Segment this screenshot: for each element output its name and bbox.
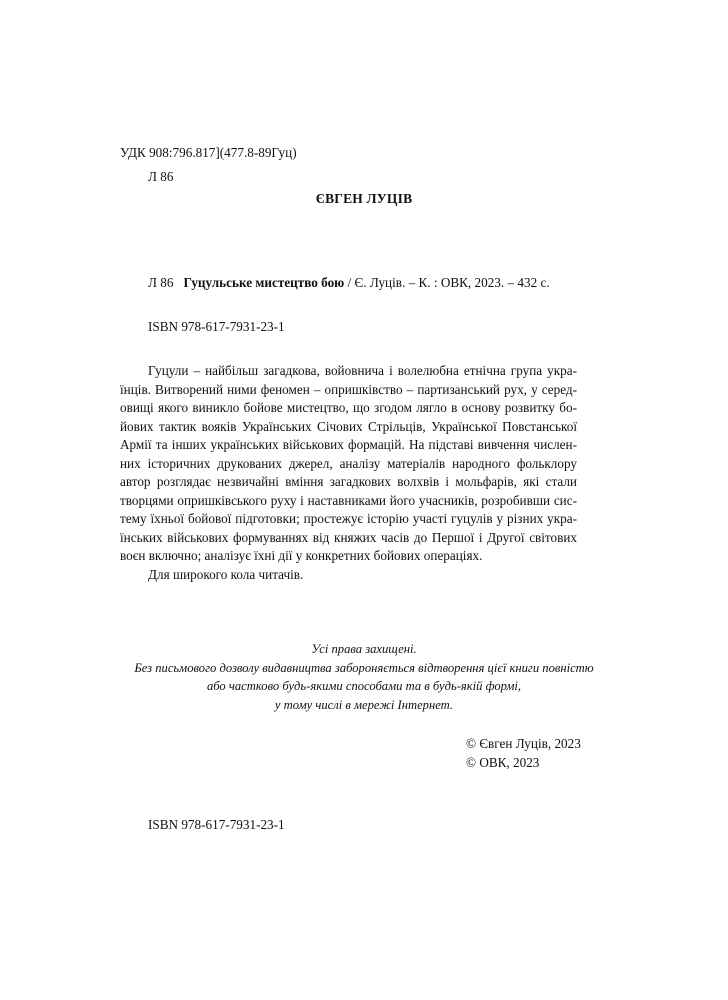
annotation-line: воєн включно; аналізує їхні дії у конкретних бойових операціях. <box>120 548 483 563</box>
bibliographic-record <box>148 274 550 293</box>
copyright-author: © Євген Луців, 2023 <box>466 736 581 751</box>
rights-line: Усі права захищені. <box>311 642 417 656</box>
rights-line: Без письмового дозволу видавництва забороняється відтворення цієї книги повністю <box>134 660 594 675</box>
annotation <box>120 362 577 584</box>
rights-notice <box>0 640 728 714</box>
annotation-line: Гуцули – найбільш загадкова, войовнича і волелюбна етнічна група укра- <box>148 363 577 378</box>
copyright-publisher: © ОВК, 2023 <box>466 755 540 770</box>
author-name: ЄВГЕН ЛУЦІВ <box>315 191 413 206</box>
rights-line: або частково будь-якими способами та в будь-якій формі, <box>206 679 522 693</box>
annotation-line: овищі якого виникло бойове мистецтво, що згодом лягло в основу розвитку бо- <box>120 400 577 415</box>
bibliographic-details: / Є. Луців. – К. : ОВК, 2023. – 432 с. <box>344 275 550 290</box>
isbn-bottom: ISBN 978-617-7931-23-1 <box>148 817 285 832</box>
annotation-line: автор розглядає незвичайні вміння загадкових волхвів і мольфарів, які стали <box>120 474 577 489</box>
annotation-line: них історичних друкованих джерел, аналізу матеріалів народного фольклору <box>120 455 577 471</box>
annotation-line: їнських військових формуваннях від княжих часів до Першої і Другої світових <box>120 529 577 545</box>
annotation-line: тему їхньої бойової підготовки; простежує історію участі гуцулів у різних укра- <box>120 511 577 526</box>
readership-note: Для широкого кола читачів. <box>148 566 304 582</box>
udk-code: УДК 908:796.817](477.8-89Гуц) <box>120 145 297 160</box>
annotation-line: йових тактик вояків Українських Січових Стрільців, Української Повстанської <box>120 418 577 434</box>
author-cipher: Л 86 <box>148 169 174 184</box>
rights-line: у тому числі в мережі Інтернет. <box>274 697 454 712</box>
isbn-top: ISBN 978-617-7931-23-1 <box>148 319 285 334</box>
annotation-line: творцями опришківського руху і наставниками його учасників, розробивши сис- <box>120 492 577 508</box>
annotation-line: Армії та інших українських військових формацій. На підставі вивчення числен- <box>120 437 577 452</box>
book-title: Гуцульське мистецтво бою <box>183 275 345 290</box>
bibliographic-code: Л 86 <box>148 275 174 290</box>
annotation-line: їнців. Витворений ними феномен – опришківство – партизанський рух, у серед- <box>120 381 577 397</box>
